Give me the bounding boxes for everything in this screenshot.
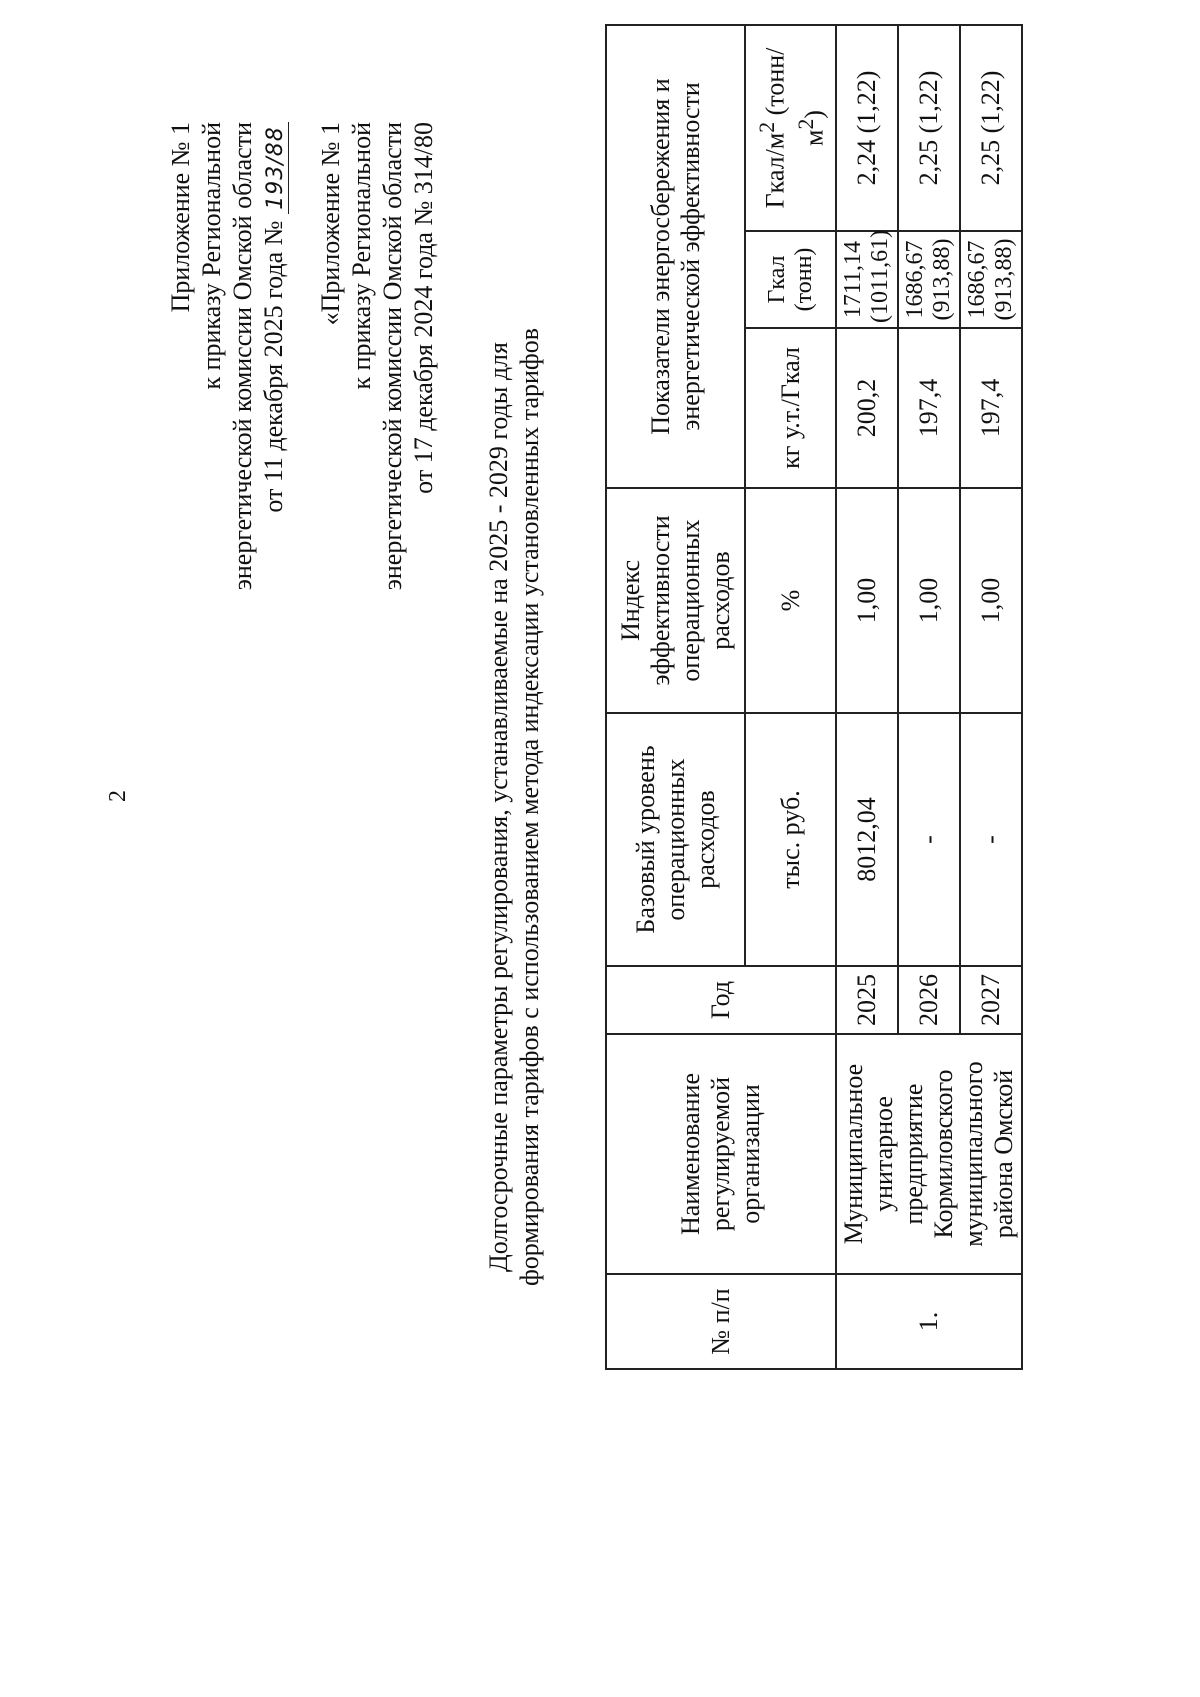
header-line: «Приложение № 1 (316, 122, 345, 326)
appendix-header-previous (315, 122, 439, 682)
table-row (836, 25, 898, 1369)
header-line: энергетической комиссии Омской области (228, 122, 257, 591)
header-line: к приказу Региональной (197, 122, 226, 390)
org-number: 1. (836, 1274, 1022, 1369)
header-base: Базовый уровень операционных расходов (606, 713, 745, 966)
row-e2-paren: (913,88) (991, 238, 1017, 321)
unit-e1: кг у.т./Гкал (745, 328, 836, 488)
header-line: энергетической комиссии Омской области (378, 122, 407, 591)
unit-e3: Гкал/$м^2$ $(тонн/м^2)$ (745, 25, 836, 231)
header-line: от 17 декабря 2024 года № 314/80 (409, 122, 438, 494)
row-base: - (898, 713, 960, 966)
row-index: 1,00 (960, 488, 1022, 713)
unit-e2: Гкал (тонн) (745, 231, 836, 328)
row-year: 2026 (898, 966, 960, 1034)
row-e3: 2,25 (1,22) (898, 25, 960, 231)
row-e2-paren: (913,88) (929, 238, 955, 321)
row-index: 1,00 (836, 488, 898, 713)
header-index: Индекс эффективности операционных расходов (606, 488, 745, 713)
header-line-date (258, 122, 289, 682)
row-e3: 2,24 (1,22) (836, 25, 898, 231)
handwritten-order-number: 193/88 (264, 122, 289, 214)
row-base: 8012,04 (836, 713, 898, 966)
row-index: 1,00 (898, 488, 960, 713)
row-e2-value: 1686,67 (902, 240, 928, 319)
row-e1: 197,4 (960, 328, 1022, 488)
header-year: Год (606, 966, 836, 1034)
appendix-header-current (165, 122, 289, 682)
row-e2 (960, 231, 1022, 328)
page-number: 2 (105, 790, 131, 802)
header-row (606, 25, 745, 1369)
unit-index: % (745, 488, 836, 713)
row-e2 (898, 231, 960, 328)
header-line: Приложение № 1 (166, 122, 195, 313)
header-date-text: от 11 декабря 2025 года № (259, 220, 288, 513)
row-e2 (836, 231, 898, 328)
row-year: 2025 (836, 966, 898, 1034)
parameters-table (605, 24, 1023, 1370)
header-org: Наименование регулируемой организации (606, 1034, 836, 1274)
row-e2-value: 1686,67 (964, 240, 990, 319)
row-e2-paren: (1011,61) (867, 229, 893, 323)
header-line: к приказу Региональной (347, 122, 376, 390)
row-e2-value: 1711,14 (840, 240, 866, 319)
row-base: - (960, 713, 1022, 966)
header-num: № п/п (606, 1274, 836, 1369)
header-energy: Показатели энергосбережения и энергетической эффективности (606, 25, 745, 488)
row-year: 2027 (960, 966, 1022, 1034)
unit-base: тыс. руб. (745, 713, 836, 966)
row-e3: 2,25 (1,22) (960, 25, 1022, 231)
document-title: Долгосрочные параметры регулирования, устанавливаемые на 2025 - 2029 годы для формирования тарифов с использованием метода индексации установленных тарифов (484, 327, 544, 1287)
org-name: Муниципальное унитарное предприятие Кормиловского муниципального района Омской (836, 1034, 1022, 1274)
row-e1: 197,4 (898, 328, 960, 488)
row-e1: 200,2 (836, 328, 898, 488)
